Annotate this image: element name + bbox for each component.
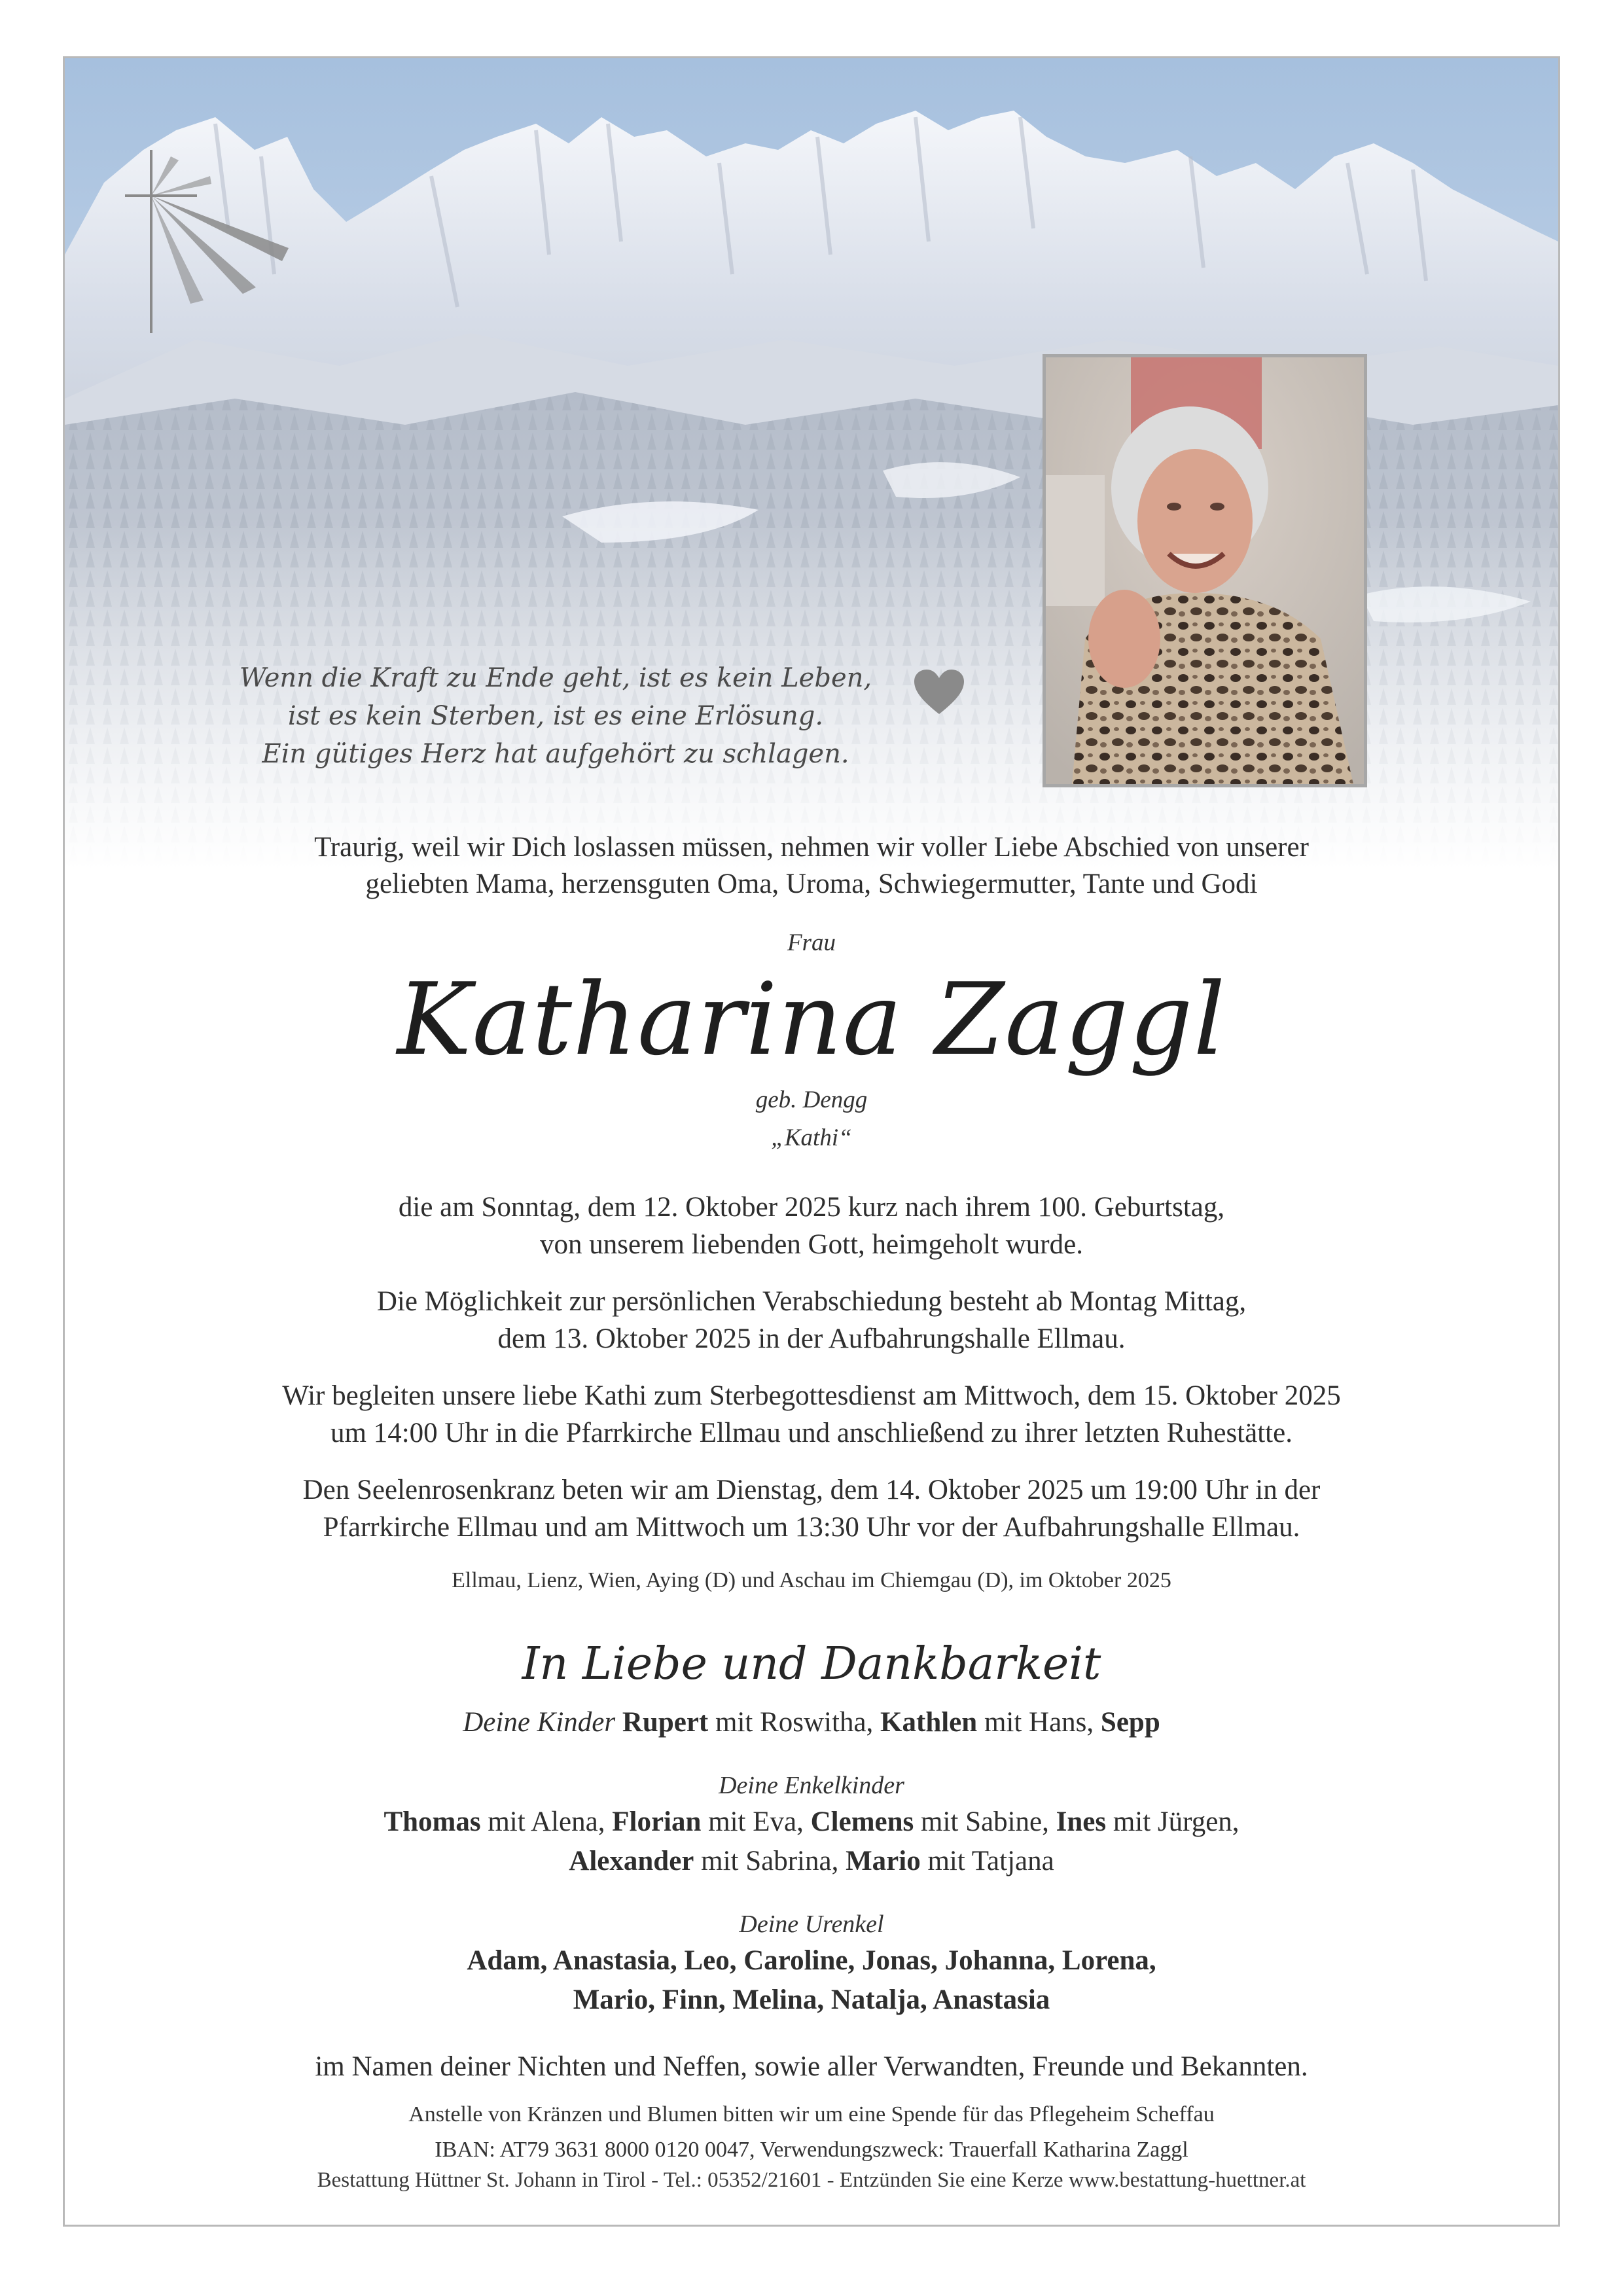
salutation: Frau bbox=[787, 929, 836, 956]
donation-notice bbox=[65, 2097, 1558, 2168]
family-partner: mit Sabrina, bbox=[694, 1846, 846, 1876]
children-label: Deine Kinder bbox=[463, 1707, 616, 1738]
quote-line: Ein gütiges Herz hat aufgehört zu schlagen. bbox=[262, 739, 849, 769]
great-grandchildren-label: Deine Urenkel bbox=[739, 1910, 884, 1938]
intro-text bbox=[65, 829, 1558, 903]
grandchildren-line bbox=[65, 1842, 1558, 1881]
paragraph-line: dem 13. Oktober 2025 in der Aufbahrungshalle Ellmau. bbox=[497, 1323, 1126, 1354]
heart-icon bbox=[914, 670, 964, 719]
death-paragraph bbox=[65, 1189, 1558, 1263]
intro-line: geliebten Mama, herzensguten Oma, Uroma, Schwiegermutter, Tante und Godi bbox=[365, 869, 1258, 899]
family-partner: mit Jürgen, bbox=[1106, 1806, 1240, 1837]
memorial-quote bbox=[196, 659, 916, 773]
family-name: Mario bbox=[846, 1846, 921, 1876]
thanks-heading: In Liebe und Dankbarkeit bbox=[522, 1638, 1101, 1690]
donation-iban: IBAN: AT79 3631 8000 0120 0047, Verwendungszweck: Trauerfall Katharina Zaggl bbox=[435, 2138, 1188, 2162]
great-grandchildren-line bbox=[65, 1941, 1558, 1981]
quote-line: Wenn die Kraft zu Ende geht, ist es kein Leben, bbox=[239, 663, 872, 693]
grandchildren-label: Deine Enkelkinder bbox=[719, 1772, 904, 1799]
deceased-name: Katharina Zaggl bbox=[397, 961, 1226, 1077]
paragraph-line: Den Seelenrosenkranz beten wir am Dienstag, dem 14. Oktober 2025 um 19:00 Uhr in der bbox=[302, 1475, 1321, 1505]
paragraph-line: Die Möglichkeit zur persönlichen Verabschiedung besteht ab Montag Mittag, bbox=[376, 1286, 1247, 1317]
places-and-date: Ellmau, Lienz, Wien, Aying (D) und Aschau im Chiemgau (D), im Oktober 2025 bbox=[452, 1568, 1171, 1592]
paragraph-line: um 14:00 Uhr in die Pfarrkirche Ellmau und anschließend zu ihrer letzten Ruhestätte. bbox=[330, 1418, 1293, 1448]
obituary-text bbox=[65, 829, 1558, 2168]
family-partner: mit Sabine, bbox=[914, 1806, 1056, 1837]
family-partner: mit Eva, bbox=[701, 1806, 811, 1837]
nickname: „Kathi“ bbox=[771, 1124, 852, 1151]
family-name: Florian bbox=[612, 1806, 702, 1837]
family-name: Ines bbox=[1056, 1806, 1107, 1837]
portrait-photo bbox=[1043, 354, 1367, 787]
service-paragraph bbox=[65, 1377, 1558, 1452]
farewell-paragraph bbox=[65, 1283, 1558, 1357]
closing-text: im Namen deiner Nichten und Neffen, sowie aller Verwandten, Freunde und Bekannten. bbox=[315, 2051, 1308, 2082]
family-name: Rupert bbox=[622, 1707, 709, 1738]
family-partner: mit Tatjana bbox=[920, 1846, 1054, 1876]
family-names: Adam, Anastasia, Leo, Caroline, Jonas, Johanna, Lorena, bbox=[467, 1945, 1156, 1976]
family-name: Clemens bbox=[810, 1806, 914, 1837]
quote-line: ist es kein Sterben, ist es eine Erlösung. bbox=[287, 701, 824, 731]
donation-line: Anstelle von Kränzen und Blumen bitten wir um eine Spende für das Pflegeheim Scheffau bbox=[408, 2102, 1215, 2126]
paragraph-line: von unserem liebenden Gott, heimgeholt wurde. bbox=[540, 1229, 1083, 1260]
cross-icon bbox=[125, 150, 295, 336]
intro-line: Traurig, weil wir Dich loslassen müssen, nehmen wir voller Liebe Abschied von unserer bbox=[314, 832, 1309, 863]
great-grandchildren-line bbox=[65, 1981, 1558, 2020]
family-name: Kathlen bbox=[880, 1707, 978, 1738]
family-name: Thomas bbox=[383, 1806, 481, 1837]
grandchildren-line bbox=[65, 1803, 1558, 1842]
family-list bbox=[65, 1703, 1558, 2020]
paragraph-line: die am Sonntag, dem 12. Oktober 2025 kurz nach ihrem 100. Geburtstag, bbox=[398, 1192, 1225, 1223]
family-names: Mario, Finn, Melina, Natalja, Anastasia bbox=[573, 1984, 1050, 2015]
family-name: Sepp bbox=[1100, 1707, 1160, 1738]
family-partner: mit Alena, bbox=[480, 1806, 613, 1837]
funeral-home-footer: Bestattung Hüttner St. Johann in Tirol - Tel.: 05352/21601 - Entzünden Sie eine Kerze www.bestattung-huettner.at bbox=[317, 2168, 1306, 2192]
paragraph-line: Pfarrkirche Ellmau und am Mittwoch um 13:30 Uhr vor der Aufbahrungshalle Ellmau. bbox=[323, 1512, 1300, 1543]
family-partner: mit Hans, bbox=[977, 1707, 1101, 1738]
paragraph-line: Wir begleiten unsere liebe Kathi zum Sterbegottesdienst am Mittwoch, dem 15. Oktober 2025 bbox=[282, 1380, 1341, 1411]
obituary-card bbox=[63, 56, 1560, 2227]
family-name: Alexander bbox=[569, 1846, 694, 1876]
rosary-paragraph bbox=[65, 1471, 1558, 1546]
birth-name: geb. Dengg bbox=[755, 1086, 868, 1113]
children-line bbox=[65, 1703, 1558, 1742]
family-partner: mit Roswitha, bbox=[708, 1707, 881, 1738]
